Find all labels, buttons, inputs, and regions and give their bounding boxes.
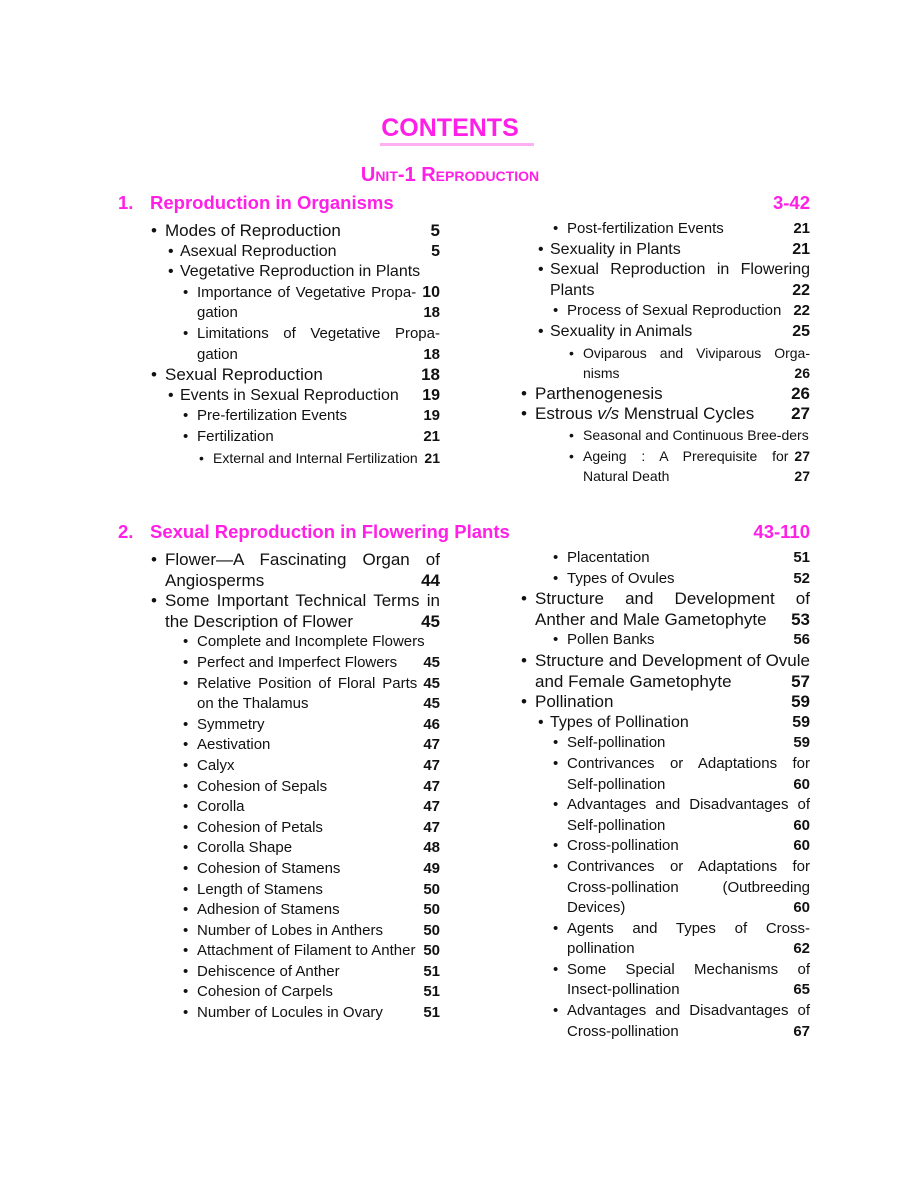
entry-page: 44 [421, 570, 440, 590]
toc-entry[interactable] [150, 262, 440, 301]
toc-entry[interactable] [150, 777, 440, 798]
entry-page: 22 [793, 302, 810, 320]
toc-entry[interactable] [150, 735, 440, 756]
entry-title: Flower—A Fascinating Organ of Angiosperms [165, 550, 440, 590]
entry-page: 10 [422, 283, 440, 301]
entry-title: Advantages and Disadvantages of Cross-pollination [567, 1002, 810, 1040]
entry-title: Corolla Shape [197, 839, 293, 857]
entry-title: Number of Lobes in Anthers [197, 921, 383, 939]
toc-entry[interactable] [520, 630, 810, 651]
entry-page: 18 [421, 365, 440, 385]
entry-page: 47 [423, 756, 440, 774]
entry-page: 53 [791, 609, 810, 629]
entry-page: 27 [791, 404, 810, 424]
entry-title: Post-fertilization Events [567, 220, 724, 237]
toc-entry[interactable] [520, 343, 810, 384]
entry-page: 49 [423, 859, 440, 877]
entry-title: Estrous v/s Menstrual Cycles [535, 404, 755, 424]
entry-page: 60 [793, 899, 810, 917]
toc-entry[interactable] [520, 733, 810, 754]
bullet-icon: • [538, 713, 544, 731]
entry-page: 48 [423, 839, 440, 857]
page-title: CONTENTS [381, 114, 519, 142]
bullet-icon: • [553, 220, 559, 237]
entry-page: 47 [423, 736, 440, 754]
bullet-icon: • [553, 919, 559, 937]
bullet-icon: • [168, 386, 174, 404]
entry-title: Asexual Reproduction [180, 242, 337, 260]
toc-entry[interactable] [150, 591, 440, 632]
entry-title: Calyx [197, 756, 235, 774]
entry-page: 21 [424, 449, 440, 466]
entry-page: 51 [423, 962, 440, 980]
toc-entry[interactable] [150, 674, 440, 715]
toc-entry[interactable] [150, 962, 440, 983]
entry-title: Contrivances or Adaptations for Self-pollination [567, 754, 810, 793]
chapter-pages: 43-110 [753, 521, 810, 542]
toc-entry[interactable] [520, 857, 810, 919]
toc-entry[interactable] [520, 692, 810, 713]
entry-title: Agents and Types of Cross-pollination [567, 919, 810, 958]
toc-entry[interactable] [520, 589, 810, 630]
toc-entry[interactable] [150, 386, 440, 407]
entry-page: 51 [793, 549, 810, 566]
chapter-2-left-column [150, 550, 440, 1024]
chapter-title: Sexual Reproduction in Flowering Plants [150, 521, 510, 542]
entry-title: Pre-fertilization Events [197, 407, 348, 425]
bullet-icon: • [569, 344, 574, 361]
entry-page: 47 [423, 818, 440, 836]
entry-page: 60 [793, 775, 810, 793]
entry-title: Sexual Reproduction in Flowering Plants [550, 261, 810, 299]
bullet-icon: • [199, 449, 204, 466]
bullet-icon: • [553, 754, 559, 772]
toc-entry[interactable] [520, 651, 810, 692]
entry-title: Types of Ovules [567, 569, 675, 587]
bullet-icon: • [553, 569, 559, 587]
bullet-icon: • [183, 942, 189, 960]
chapter-number: 1. [118, 192, 134, 213]
entry-title: Contrivances or Adaptations for Cross-pollination (Outbreeding Devices) [567, 857, 810, 917]
entry-title: Parthenogenesis [535, 383, 663, 403]
bullet-icon: • [151, 591, 157, 611]
toc-entry[interactable] [150, 880, 440, 901]
toc-entry[interactable] [150, 324, 440, 365]
entry-page: 47 [423, 777, 440, 795]
toc-entry[interactable] [150, 365, 440, 386]
entry-title: Symmetry [197, 715, 265, 733]
bullet-icon: • [183, 777, 189, 795]
entry-title: Importance of Vegetative Propa-gation [197, 283, 417, 322]
bullet-icon: • [183, 633, 189, 651]
entry-title: Pollination [535, 692, 614, 712]
bullet-icon: • [183, 674, 189, 692]
entry-page: 25 [792, 322, 810, 340]
chapter-2-heading[interactable] [118, 521, 810, 543]
bullet-icon: • [183, 962, 189, 980]
bullet-icon: • [183, 653, 189, 671]
toc-entry[interactable] [150, 715, 440, 736]
toc-entry[interactable] [150, 859, 440, 880]
entry-title: Cohesion of Sepals [197, 777, 328, 795]
toc-entry[interactable] [520, 795, 810, 836]
entry-title: Fertilization [197, 427, 274, 445]
entry-title: Number of Locules in Ovary [197, 1004, 383, 1022]
entry-title: Sexuality in Animals [550, 322, 693, 340]
entry-page: 60 [793, 837, 810, 855]
chapter-1-right-column [520, 219, 810, 487]
toc-entry[interactable] [520, 219, 810, 240]
bullet-icon: • [151, 550, 157, 569]
entry-page: 59 [793, 734, 810, 752]
entry-title: Relative Position of Floral Parts on the Thalamus [197, 674, 418, 713]
entry-title: Perfect and Imperfect Flowers [197, 653, 398, 671]
entry-page: 45 [421, 611, 440, 631]
bullet-icon: • [521, 650, 527, 670]
bullet-icon: • [569, 426, 574, 443]
entry-title: Some Special Mechanisms of Insect-pollination [567, 960, 810, 999]
bullet-icon: • [183, 407, 189, 425]
bullet-icon: • [183, 324, 189, 342]
toc-entry[interactable] [150, 242, 440, 263]
bullet-icon: • [183, 818, 189, 836]
entry-title: Events in Sexual Reproduction [180, 386, 399, 404]
entry-page: 26 [791, 383, 810, 403]
bullet-icon: • [183, 427, 189, 445]
toc-entry[interactable] [150, 1003, 440, 1024]
entry-title: Placentation [567, 549, 650, 566]
entry-page: 62 [793, 940, 810, 958]
toc-entry[interactable] [150, 900, 440, 921]
bullet-icon: • [521, 692, 527, 712]
toc-entry[interactable] [150, 921, 440, 942]
bullet-icon: • [521, 404, 527, 424]
entry-page: 47 [423, 798, 440, 816]
toc-entry[interactable] [520, 425, 810, 464]
entry-page: 21 [423, 427, 440, 445]
bullet-icon: • [538, 322, 544, 340]
bullet-icon: • [183, 839, 189, 857]
toc-entry[interactable] [520, 548, 810, 569]
entry-page: 45 [423, 674, 440, 692]
bullet-icon: • [183, 283, 189, 301]
bullet-icon: • [183, 880, 189, 898]
toc-entry[interactable] [520, 446, 810, 487]
entry-page: 27 [794, 447, 810, 464]
toc-entry[interactable] [520, 713, 810, 734]
toc-entry[interactable] [150, 550, 440, 591]
entry-title: Oviparous and Viviparous Orga-nisms [583, 344, 810, 382]
entry-title: External and Internal Fertilization [213, 449, 418, 466]
entry-title: Structure and Development of Ovule and Female Gametophyte [535, 650, 810, 691]
toc-entry[interactable] [520, 384, 810, 405]
bullet-icon: • [553, 734, 559, 752]
entry-title: Cohesion of Petals [197, 818, 323, 836]
toc-entry[interactable] [150, 653, 440, 692]
toc-entry[interactable] [520, 569, 810, 590]
bullet-icon: • [151, 365, 157, 385]
bullet-icon: • [553, 1002, 559, 1020]
bullet-icon: • [569, 447, 574, 464]
bullet-icon: • [553, 837, 559, 855]
entry-page: 65 [793, 981, 810, 999]
toc-entry[interactable] [520, 301, 810, 322]
toc-entry[interactable] [520, 260, 810, 301]
unit-heading: Unit-1 Reproduction [360, 164, 540, 186]
entry-title: Dehiscence of Anther [197, 962, 340, 980]
bullet-icon: • [183, 921, 189, 939]
entry-title: Types of Pollination [550, 713, 689, 731]
toc-entry[interactable] [520, 240, 810, 261]
entry-page: 18 [423, 304, 440, 322]
entry-title: Complete and Incomplete Flowers [197, 633, 425, 651]
bullet-icon: • [553, 857, 559, 875]
entry-page: 50 [423, 921, 440, 939]
entry-page: 60 [793, 816, 810, 834]
bullet-icon: • [521, 383, 527, 403]
entry-title: Limitations of Vegetative Propa-gation [197, 324, 440, 363]
bullet-icon: • [168, 263, 174, 281]
entry-title: Ageing : A Prerequisite for Natural Death [583, 447, 789, 485]
bullet-icon: • [151, 221, 157, 240]
toc-entry[interactable] [150, 448, 440, 469]
entry-page: 51 [423, 983, 440, 1001]
entry-page: 18 [423, 345, 440, 363]
toc-entry[interactable] [520, 960, 810, 1001]
toc-entry[interactable] [520, 754, 810, 795]
toc-entry[interactable] [150, 818, 440, 839]
bullet-icon: • [183, 756, 189, 774]
entry-title: Length of Stamens [197, 880, 323, 898]
bullet-icon: • [553, 549, 559, 566]
entry-title: Modes of Reproduction [165, 221, 341, 240]
bullet-icon: • [553, 796, 559, 814]
entry-page: 52 [793, 569, 810, 587]
bullet-icon: • [553, 302, 559, 320]
entry-title: Attachment of Filament to Anther [197, 942, 416, 960]
entry-page: 22 [792, 281, 810, 299]
entry-page: 50 [423, 901, 440, 919]
toc-entry[interactable] [150, 941, 440, 962]
chapter-1-left-column [150, 221, 440, 468]
entry-page: 45 [423, 695, 440, 713]
entry-page: 21 [792, 240, 810, 258]
toc-entry[interactable] [150, 982, 440, 1003]
bullet-icon: • [538, 240, 544, 258]
entry-title: Cross-pollination [567, 837, 679, 855]
entry-page: 51 [423, 1004, 440, 1022]
toc-entry[interactable] [150, 838, 440, 859]
toc-entry[interactable] [520, 322, 810, 343]
entry-title: Adhesion of Stamens [197, 901, 340, 919]
entry-page: 46 [423, 715, 440, 733]
entry-title: Some Important Technical Terms in the Description of Flower [165, 591, 440, 631]
entry-title: Cohesion of Stamens [197, 859, 341, 877]
entry-page: 5 [431, 242, 440, 260]
entry-page: 50 [423, 880, 440, 898]
chapter-title: Reproduction in Organisms [150, 192, 394, 213]
entry-title: Vegetative Reproduction in Plants [180, 263, 421, 281]
bullet-icon: • [183, 1004, 189, 1022]
toc-entry[interactable] [520, 404, 810, 425]
toc-entry[interactable] [520, 836, 810, 857]
bullet-icon: • [538, 261, 544, 279]
entry-title: Pollen Banks [567, 631, 655, 649]
italic-abbrev: v/s [597, 404, 620, 424]
chapter-1-heading[interactable] [118, 192, 810, 214]
bullet-icon: • [183, 798, 189, 816]
bullet-icon: • [183, 715, 189, 733]
entry-title: Corolla [197, 798, 245, 816]
entry-title: Process of Sexual Reproduction [567, 302, 782, 320]
bullet-icon: • [183, 983, 189, 1001]
bullet-icon: • [183, 901, 189, 919]
entry-page: 26 [794, 365, 810, 382]
entry-page: 59 [792, 713, 810, 731]
entry-title: Self-pollination [567, 734, 666, 752]
entry-title: Advantages and Disadvantages of Self-pollination [567, 796, 810, 834]
chapter-pages: 3-42 [772, 192, 810, 213]
entry-title: Structure and Development of Anther and Male Gametophyte [535, 589, 810, 629]
bullet-icon: • [553, 960, 559, 978]
toc-entry[interactable] [520, 919, 810, 960]
entry-page: 50 [423, 942, 440, 960]
entry-page: 5 [430, 221, 440, 240]
entry-title: Seasonal and Continuous Bree-ders [583, 426, 809, 443]
toc-entry[interactable] [150, 756, 440, 777]
entry-page: 59 [791, 692, 810, 712]
entry-title: Cohesion of Carpels [197, 983, 333, 1001]
entry-title: Sexuality in Plants [550, 240, 681, 258]
bullet-icon: • [521, 589, 527, 609]
title-underline [380, 143, 534, 146]
bullet-icon: • [183, 859, 189, 877]
entry-page: 21 [793, 220, 810, 237]
entry-page: 19 [422, 386, 440, 404]
entry-page: 19 [423, 407, 440, 425]
entry-page: 67 [793, 1022, 810, 1040]
entry-page: 45 [423, 653, 440, 671]
chapter-number: 2. [118, 521, 134, 542]
toc-entry[interactable] [150, 406, 440, 427]
entry-title: Sexual Reproduction [165, 365, 323, 385]
toc-entry[interactable] [150, 283, 440, 324]
bullet-icon: • [183, 736, 189, 754]
entry-page: 27 [794, 468, 810, 485]
toc-entry[interactable] [520, 1001, 810, 1042]
entry-page: 57 [791, 671, 810, 691]
entry-page: 56 [793, 631, 810, 649]
chapter-2-right-column [520, 548, 810, 1042]
bullet-icon: • [168, 242, 174, 260]
toc-entry[interactable] [150, 427, 440, 448]
toc-entry[interactable] [150, 797, 440, 818]
bullet-icon: • [553, 631, 559, 649]
entry-title: Aestivation [197, 736, 271, 754]
toc-entry[interactable] [150, 221, 440, 242]
